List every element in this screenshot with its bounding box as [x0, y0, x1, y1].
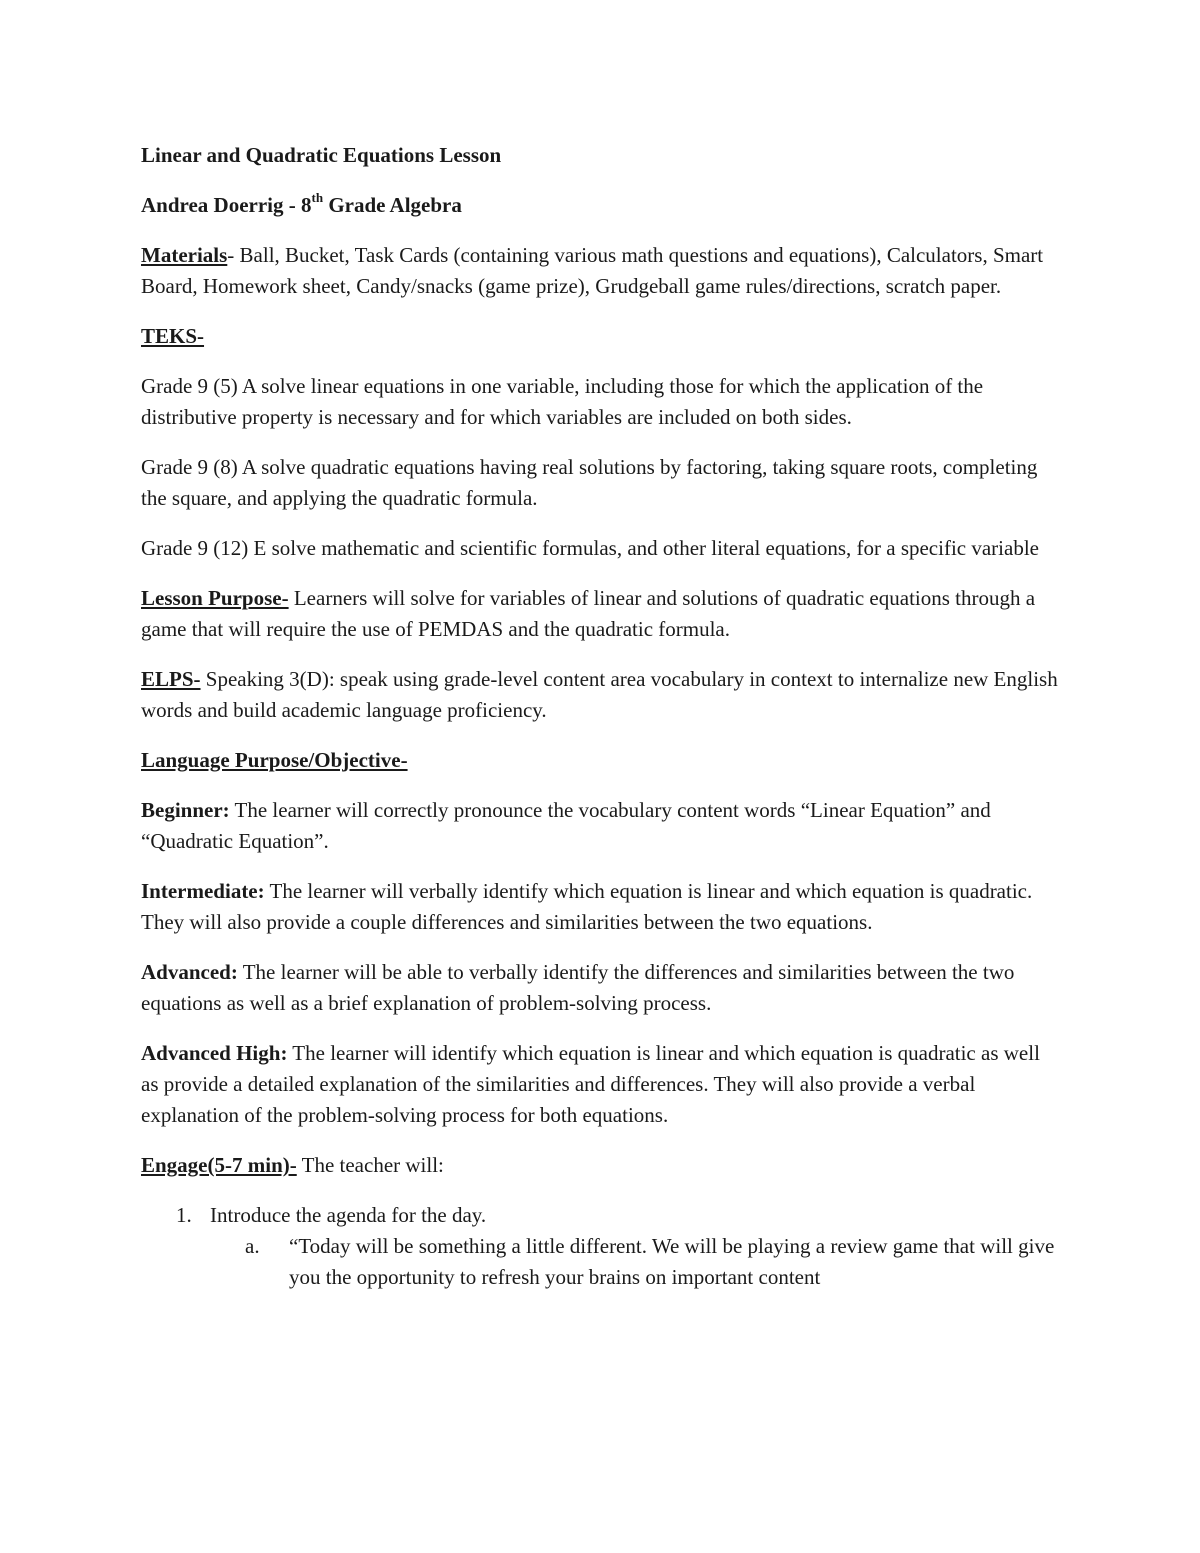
elps-paragraph [141, 664, 1061, 726]
language-level-text: The learner will identify which equation is linear and which equation is quadratic as well as provide a detailed explanation of the similarities and differences. They will also provide a verbal explanation of the problem-solving process for both equations. [141, 1041, 1040, 1127]
materials-paragraph [141, 240, 1061, 302]
engage-label: Engage(5-7 min)- [141, 1153, 297, 1177]
engage-paragraph [141, 1150, 1061, 1181]
language-level-label: Advanced: [141, 960, 238, 984]
language-level-paragraph [141, 957, 1061, 1019]
language-level-label: Advanced High: [141, 1041, 288, 1065]
lesson-purpose-paragraph [141, 583, 1061, 645]
language-level-text: The learner will verbally identify which equation is linear and which equation is quadratic. They will also provide a couple differences and similarities between the two equations. [141, 879, 1033, 934]
teks-item: Grade 9 (8) A solve quadratic equations having real solutions by factoring, taking square roots, completing the square, and applying the quadratic formula. [141, 455, 1038, 510]
elps-label: ELPS- [141, 667, 201, 691]
engage-text: The teacher will: [296, 1153, 444, 1177]
elps-text: Speaking 3(D): speak using grade-level content area vocabulary in context to internalize new English words and build academic language proficiency. [141, 667, 1058, 722]
language-level-label: Beginner: [141, 798, 230, 822]
language-level-paragraph [141, 795, 1061, 857]
document-page [141, 140, 1061, 1293]
list-item [141, 1200, 1061, 1231]
document-title: Linear and Quadratic Equations Lesson [141, 143, 502, 167]
language-level-text: The learner will correctly pronounce the vocabulary content words “Linear Equation” and “Quadratic Equation”. [141, 798, 991, 853]
materials-label: Materials [141, 243, 228, 267]
subtitle-superscript: th [311, 190, 324, 205]
teks-item: Grade 9 (5) A solve linear equations in one variable, including those for which the application of the distributive property is necessary and for which variables are included on both sides. [141, 374, 984, 429]
subtitle-author: Andrea Doerrig - 8 [141, 193, 312, 217]
language-level-paragraph [141, 876, 1061, 938]
teks-heading: TEKS- [141, 324, 205, 348]
subtitle-course: Grade Algebra [323, 193, 462, 217]
teks-item: Grade 9 (12) E solve mathematic and scientific formulas, and other literal equations, for a specific variable [141, 536, 1039, 560]
list-item-text: Introduce the agenda for the day. [210, 1203, 487, 1227]
sub-list-item-text: “Today will be something a little different. We will be playing a review game that will give you the opportunity to refresh your brains on important content [289, 1234, 1055, 1289]
document-subtitle [141, 190, 1061, 221]
engage-list [141, 1200, 1061, 1293]
list-item-number: 1. [176, 1203, 192, 1227]
language-level-paragraph [141, 1038, 1061, 1131]
lesson-purpose-label: Lesson Purpose- [141, 586, 289, 610]
sub-list-item-letter: a. [245, 1234, 260, 1258]
language-level-text: The learner will be able to verbally identify the differences and similarities between the two equations as well as a brief explanation of problem-solving process. [141, 960, 1015, 1015]
language-purpose-heading: Language Purpose/Objective- [141, 748, 408, 772]
language-level-label: Intermediate: [141, 879, 265, 903]
lesson-purpose-text: Learners will solve for variables of linear and solutions of quadratic equations through a game that will require the use of PEMDAS and the quadratic formula. [141, 586, 1036, 641]
materials-text: - Ball, Bucket, Task Cards (containing various math questions and equations), Calculators, Smart Board, Homework sheet, Candy/snacks (game prize), Grudgeball game rules/directions, scratch paper. [141, 243, 1044, 298]
sub-list-item [141, 1231, 1061, 1293]
